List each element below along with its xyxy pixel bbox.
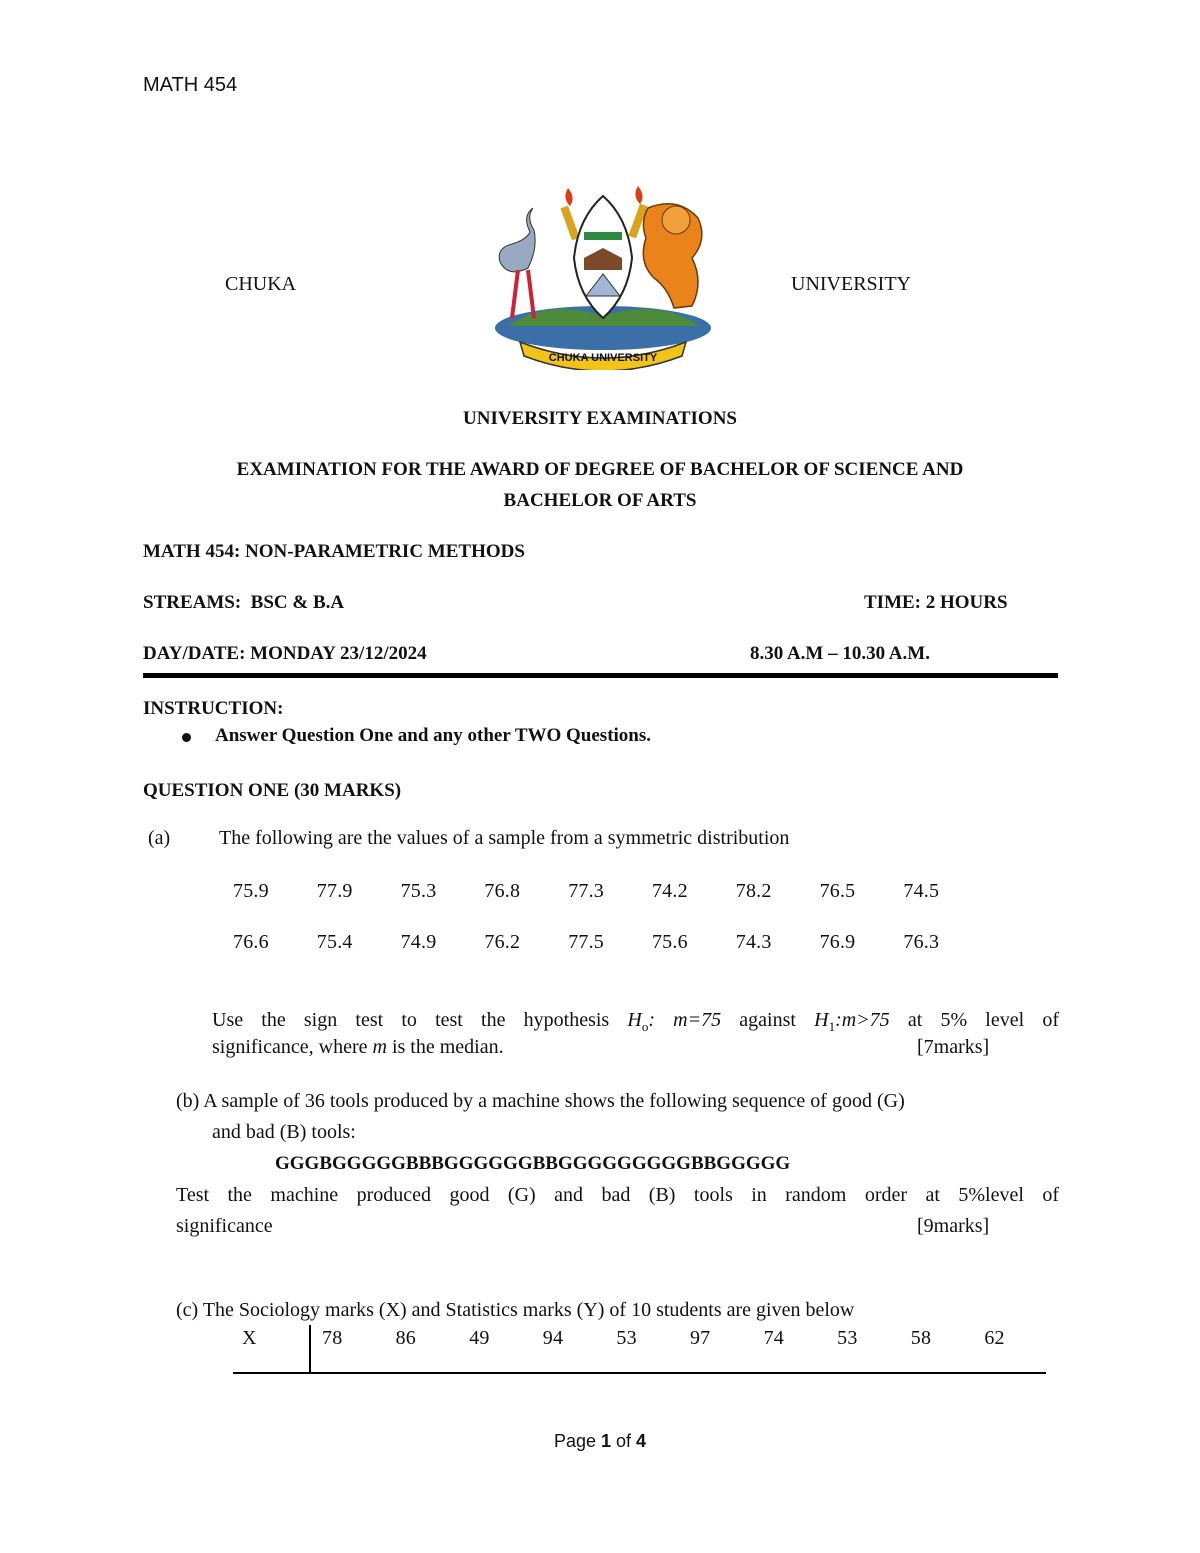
median-text-end: is the median. xyxy=(386,1036,504,1058)
footer-total-pages: 4 xyxy=(636,1431,647,1451)
x-value: 78 xyxy=(322,1327,343,1349)
tool-sequence: GGGBGGGGGBBBGGGGGGBBGGGGGGGGGBBGGGGG xyxy=(275,1153,791,1174)
crest-pen xyxy=(584,232,622,240)
course-code-header: MATH 454 xyxy=(143,74,238,96)
crest-banner-text: CHUKA UNIVERSITY xyxy=(548,352,658,364)
x-value: 97 xyxy=(689,1327,711,1349)
h0-value: : m=75 xyxy=(648,1009,722,1031)
part-a-median-line xyxy=(212,1036,504,1059)
sample-value: 75.9 xyxy=(233,880,269,902)
footer-page-number: 1 xyxy=(601,1431,612,1451)
table-x-values xyxy=(322,1327,1024,1350)
part-a-marks: [7marks] xyxy=(917,1036,990,1058)
crest-left-text: CHUKA xyxy=(225,273,297,295)
table-bottom-rule xyxy=(233,1372,1046,1374)
part-a-text: The following are the values of a sample from a symmetric distribution xyxy=(219,827,790,849)
bullet-icon xyxy=(182,733,191,742)
right-torch-flame xyxy=(635,186,642,204)
part-b-marks: [9marks] xyxy=(917,1215,990,1237)
streams: STREAMS: BSC & B.A xyxy=(143,592,345,613)
sample-value: 77.3 xyxy=(568,880,604,902)
left-torch-flame xyxy=(565,188,572,206)
part-b-line-3: Test the machine produced good (G) and bad (B) tools in random order at 5%level of xyxy=(176,1184,1059,1206)
sample-value: 76.2 xyxy=(484,931,521,953)
award-line-1: EXAMINATION FOR THE AWARD OF DEGREE OF BACHELOR OF SCIENCE AND xyxy=(236,459,964,480)
day-date: DAY/DATE: MONDAY 23/12/2024 xyxy=(143,643,427,664)
h1-symbol: H xyxy=(814,1009,829,1031)
h0-subscript: o xyxy=(641,1019,649,1034)
x-value: 53 xyxy=(837,1327,858,1349)
university-crest-logo xyxy=(478,178,728,370)
sample-value: 76.5 xyxy=(819,880,856,902)
part-b-line-4: significance xyxy=(176,1215,273,1237)
sample-value: 76.8 xyxy=(484,880,521,902)
left-torch xyxy=(560,206,579,241)
x-value: 94 xyxy=(542,1327,564,1349)
page-footer xyxy=(0,1431,1200,1452)
part-b-line-2: and bad (B) tools: xyxy=(212,1121,356,1143)
sample-value: 77.5 xyxy=(568,931,604,953)
sample-row-1 xyxy=(233,880,987,903)
table-vertical-rule xyxy=(309,1325,311,1373)
header-divider xyxy=(143,673,1058,678)
sample-value: 75.6 xyxy=(651,931,688,953)
question-one-heading: QUESTION ONE (30 MARKS) xyxy=(143,780,402,801)
exam-duration: TIME: 2 HOURS xyxy=(864,592,1008,613)
sample-value: 76.9 xyxy=(819,931,856,953)
part-a-hypothesis-line xyxy=(212,1009,1059,1035)
crest-lion-head xyxy=(662,206,690,234)
footer-of-word: of xyxy=(611,1431,637,1451)
sample-value: 76.6 xyxy=(233,931,269,953)
table-x-label: X xyxy=(242,1327,257,1349)
x-value: 49 xyxy=(469,1327,490,1349)
sample-value: 78.2 xyxy=(735,880,772,902)
h1-subscript: 1 xyxy=(828,1019,836,1034)
h0-symbol: H xyxy=(627,1009,642,1031)
hyp-text: Use the sign test to test the hypothesis xyxy=(212,1009,628,1031)
instruction-bullet: Answer Question One and any other TWO Questions. xyxy=(215,725,652,746)
sample-value: 74.9 xyxy=(400,931,437,953)
median-text: significance, where xyxy=(212,1036,373,1058)
part-a-label: (a) xyxy=(148,827,171,849)
sample-value: 75.3 xyxy=(400,880,437,902)
h1-value: :m>75 xyxy=(835,1009,890,1031)
sample-value: 77.9 xyxy=(316,880,353,902)
sample-value: 74.3 xyxy=(735,931,772,953)
sample-value: 76.3 xyxy=(903,931,940,953)
sample-value: 75.4 xyxy=(316,931,353,953)
exam-hours: 8.30 A.M – 10.30 A.M. xyxy=(750,643,930,664)
exam-title: UNIVERSITY EXAMINATIONS xyxy=(463,408,737,429)
award-line-2: BACHELOR OF ARTS xyxy=(503,490,697,511)
hyp-tail: at 5% level of xyxy=(889,1009,1059,1031)
crest-ostrich-legs xyxy=(512,270,534,318)
hyp-against: against xyxy=(721,1009,815,1031)
footer-page-word: Page xyxy=(553,1431,601,1451)
crest-right-text: UNIVERSITY xyxy=(791,273,911,295)
sample-value: 74.5 xyxy=(903,880,940,902)
x-value: 58 xyxy=(910,1327,932,1349)
sample-row-2 xyxy=(233,931,987,954)
x-value: 53 xyxy=(616,1327,637,1349)
part-b-line-1: (b) A sample of 36 tools produced by a machine shows the following sequence of good (G) xyxy=(176,1090,905,1112)
x-value: 74 xyxy=(763,1327,784,1349)
x-value: 86 xyxy=(395,1327,416,1349)
sample-value: 74.2 xyxy=(651,880,688,902)
median-symbol: m xyxy=(372,1036,387,1058)
course-title: MATH 454: NON-PARAMETRIC METHODS xyxy=(143,541,525,562)
crest-ostrich xyxy=(499,208,535,272)
instruction-heading: INSTRUCTION: xyxy=(143,698,284,719)
x-value: 62 xyxy=(984,1327,1005,1349)
part-c-line-1: (c) The Sociology marks (X) and Statistics marks (Y) of 10 students are given below xyxy=(176,1299,855,1321)
